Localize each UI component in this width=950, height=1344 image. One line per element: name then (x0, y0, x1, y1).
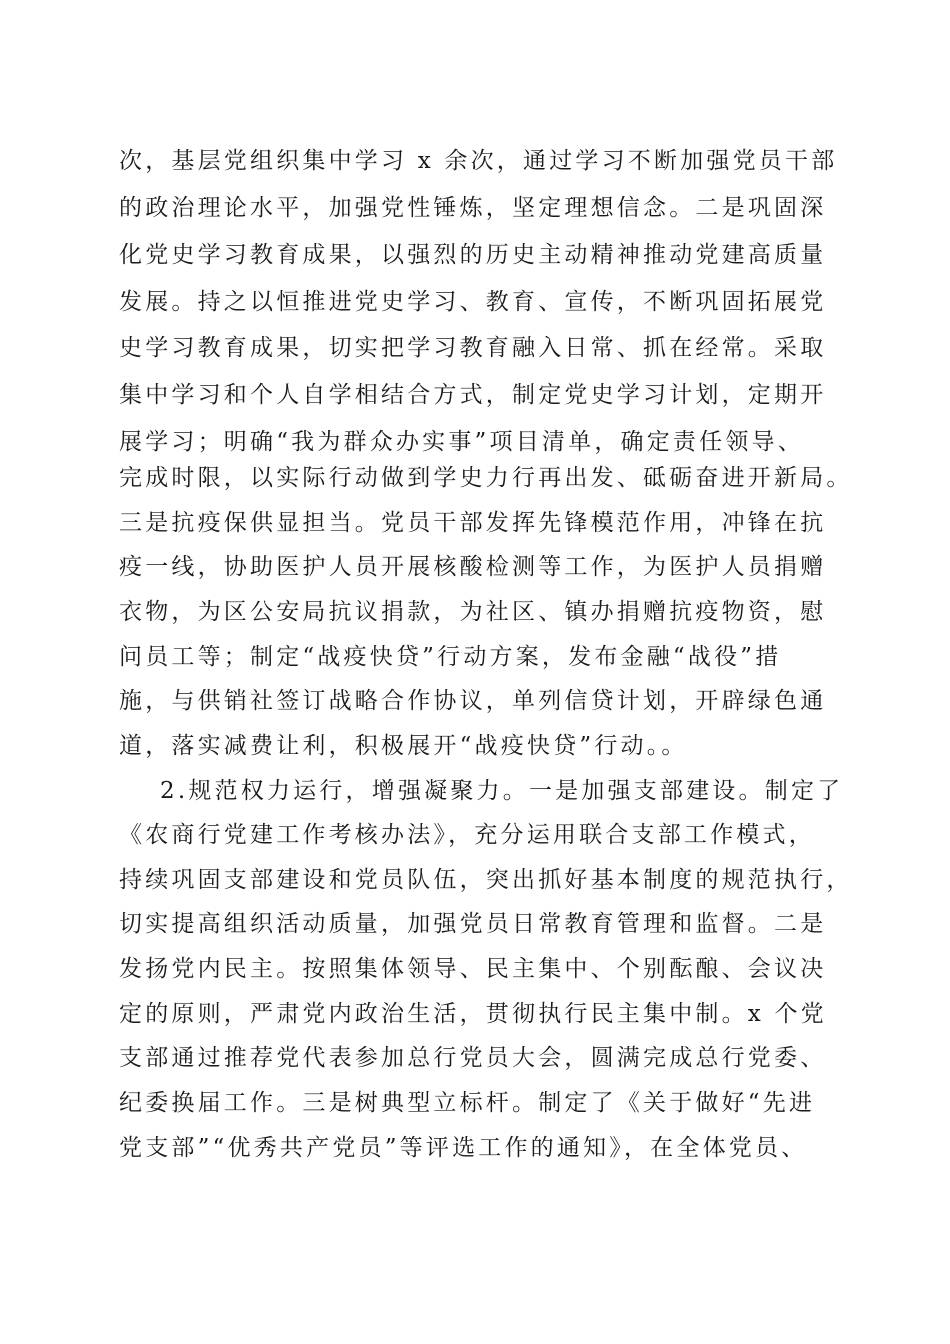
body-text-line: 《农商行党建工作考核办法》，充分运用联合支部工作模式， (119, 822, 815, 848)
body-text-line: 定的原则，严肃党内政治生活，贯彻执行民主集中制。x 个党 (119, 1001, 827, 1027)
body-text-line: 完成时限，以实际行动做到学史力行再出发、砥砺奋进开新局。 (119, 465, 853, 491)
body-text-line: 化党史学习教育成果，以强烈的历史主动精神推动党建高质量 (119, 242, 827, 268)
section-heading-line: 2.规范权力运行，增强凝聚力。一是加强支部建设。制定了 (160, 778, 844, 804)
body-text-line: 施，与供销社签订战略合作协议，单列信贷计划，开辟绿色通 (119, 688, 827, 714)
body-text-line: 支部通过推荐党代表参加总行党员大会，圆满完成总行党委、 (119, 1045, 827, 1071)
body-text-line: 问员工等；制定“战疫快贷”行动方案，发布金融“战役”措 (119, 644, 782, 670)
body-text-line: 持续巩固支部建设和党员队伍，突出抓好基本制度的规范执行， (119, 867, 853, 893)
body-text-line: 展学习；明确“我为群众办实事”项目清单，确定责任领导、 (119, 429, 804, 455)
body-text-line: 的政治理论水平，加强党性锤炼，坚定理想信念。二是巩固深 (119, 195, 827, 221)
body-text-line: 次，基层党组织集中学习 x 余次，通过学习不断加强党员干部 (119, 148, 838, 174)
body-text-line: 发展。持之以恒推进党史学习、教育、宣传，不断巩固拓展党 (119, 289, 827, 315)
body-text-line: 切实提高组织活动质量，加强党员日常教育管理和监督。二是 (119, 911, 827, 937)
body-text-line: 衣物，为区公安局抗议捐款，为社区、镇办捐赠抗疫物资，慰 (119, 599, 827, 625)
body-text-line: 疫一线，协助医护人员开展核酸检测等工作，为医护人员捐赠 (119, 554, 827, 580)
body-text-line: 党支部”“优秀共产党员”等评选工作的通知》，在全体党员、 (119, 1135, 808, 1161)
body-text-line: 纪委换届工作。三是树典型立标杆。制定了《关于做好“先进 (119, 1090, 816, 1116)
body-text-line: 集中学习和个人自学相结合方式，制定党史学习计划，定期开 (119, 382, 827, 408)
body-text-line: 道，落实减费让利，积极展开“战疫快贷”行动。。 (119, 733, 688, 759)
body-text-line: 发扬党内民主。按照集体领导、民主集中、个别酝酿、会议决 (119, 956, 827, 982)
body-text-line: 史学习教育成果，切实把学习教育融入日常、抓在经常。采取 (119, 335, 827, 361)
body-text-line: 三是抗疫保供显担当。党员干部发挥先锋模范作用，冲锋在抗 (119, 510, 827, 536)
